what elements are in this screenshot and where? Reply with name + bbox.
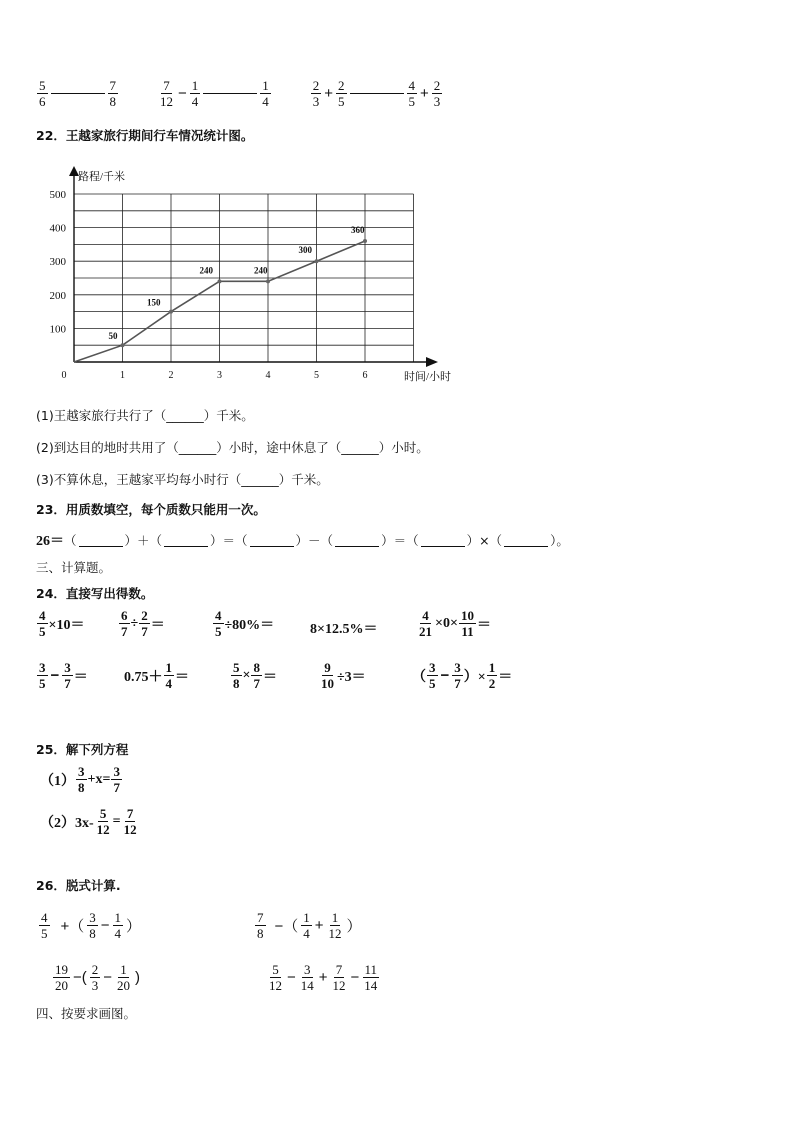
- q23-title: 23．用质数填空，每个质数只能用一次。: [36, 502, 266, 517]
- q26-expr2: $\frac{7}{8}$ −（ $\frac{1}{4}$ + $\frac{1}{12}$ ）: [257, 910, 362, 941]
- x-tick-label: 3: [217, 370, 222, 381]
- x-tick-label: 1: [120, 370, 125, 381]
- q26-expr1: $\frac{4}{5}$ +（ $\frac{3}{8}$ − $\frac{1}{4}$ ）: [41, 910, 142, 941]
- travel-line-chart: [30, 160, 480, 390]
- compare-blank[interactable]: [203, 93, 257, 94]
- data-label: 150: [147, 297, 161, 308]
- compare-blank[interactable]: [350, 93, 404, 94]
- data-point: [169, 310, 173, 314]
- x-tick-label: 0: [61, 370, 67, 381]
- x-tick-label: 4: [265, 370, 271, 381]
- q23-equation: 26＝ （ ）＋（ ）＝（ ）－（ ）＝（ ）×（ ）。: [36, 533, 569, 549]
- q24-title: 24．直接写出得数。: [36, 586, 154, 601]
- q24-row2-e5: （ $\frac{3}{5}$ − $\frac{3}{7}$ ）× $\frac{1}{2}$ ＝: [412, 660, 513, 691]
- q24-row2-e1: $\frac{3}{5}$ − $\frac{3}{7}$ ＝: [39, 660, 88, 691]
- x-tick-label: 2: [168, 370, 174, 381]
- y-axis-title: 路程/千米: [78, 171, 126, 183]
- data-point: [121, 343, 125, 347]
- x-tick-label: 5: [314, 370, 319, 381]
- q22-part3: (3)不算休息，王越家平均每小时行（______）千米。: [36, 472, 329, 487]
- y-tick-label: 500: [49, 189, 66, 201]
- q24-row2-e4: $\frac{9}{10}$ ÷3＝: [321, 660, 366, 691]
- prime-blank[interactable]: [164, 534, 208, 547]
- prime-blank[interactable]: [504, 534, 548, 547]
- fraction: $\frac{2}{3}$: [433, 78, 441, 109]
- section-4-heading: 四、按要求画图。: [36, 1006, 137, 1021]
- q24-row2-e3: $\frac{5}{8}$ × $\frac{8}{7}$ ＝: [233, 660, 277, 691]
- fraction: $\frac{5}{6}$: [39, 78, 46, 109]
- data-point: [363, 239, 367, 243]
- compare-blank[interactable]: [51, 93, 105, 94]
- fraction: $\frac{2}{5}$: [338, 78, 345, 109]
- q24-row1-e2: $\frac{6}{7}$ ÷ $\frac{2}{7}$ ＝: [121, 608, 165, 639]
- prime-blank[interactable]: [335, 534, 379, 547]
- data-label: 300: [298, 245, 312, 256]
- y-tick-label: 300: [49, 256, 66, 269]
- q22-part2: (2)到达目的地时共用了（______）小时，途中休息了（______）小时。: [36, 440, 429, 455]
- fraction: $\frac{7}{8}$: [109, 78, 116, 109]
- q26-expr4: $\frac{5}{12}$ − $\frac{3}{14}$ + $\frac{7}{12}$ − $\frac{11}{14}$: [269, 962, 378, 993]
- x-axis-arrow: [426, 357, 438, 367]
- data-point: [218, 279, 222, 283]
- q22-title: 22．王越家旅行期间行车情况统计图。: [36, 128, 254, 143]
- q24-row1-e3: $\frac{4}{5}$ ÷80%＝: [215, 608, 275, 639]
- data-point: [315, 259, 319, 263]
- prime-blank[interactable]: [421, 534, 465, 547]
- x-axis-title: 时间/小时: [404, 371, 452, 383]
- chart-grid: [74, 194, 414, 362]
- fraction: $\frac{4}{5}$: [408, 78, 416, 109]
- data-label: 360: [351, 225, 365, 236]
- q24-row2-e2: 0.75＋ $\frac{1}{4}$ ＝: [124, 660, 189, 691]
- fraction: $\frac{7}{12}$: [160, 78, 173, 109]
- prime-blank[interactable]: [79, 534, 123, 547]
- q26-title: 26．脱式计算.: [36, 878, 121, 893]
- x-tick-label: 6: [362, 370, 368, 381]
- q24-row1-e1: $\frac{4}{5}$ ×10＝: [39, 608, 85, 639]
- chart-labels: [50, 169, 452, 383]
- data-point: [266, 279, 270, 283]
- data-label: 240: [254, 265, 268, 276]
- q24-row1-e5: $\frac{4}{21}$ ×0× $\frac{10}{11}$ ＝: [419, 608, 491, 639]
- q25-eq1: （1） $\frac{3}{8}$ +x= $\frac{3}{7}$: [40, 764, 120, 795]
- fraction: $\frac{1}{4}$: [262, 78, 269, 109]
- q26-expr3: $\frac{19}{20}$ −( $\frac{2}{3}$ − $\frac{1}{20}$ ): [55, 962, 141, 993]
- y-tick-label: 200: [49, 289, 66, 302]
- prime-blank[interactable]: [250, 534, 294, 547]
- y-tick-label: 100: [49, 323, 66, 336]
- q24-row1-e4: 8×12.5%＝: [310, 622, 378, 637]
- data-label: 50: [108, 331, 118, 342]
- q25-title: 25．解下列方程: [36, 742, 129, 757]
- q25-eq2: （2）3x- $\frac{5}{12}$ = $\frac{7}{12}$: [40, 806, 137, 837]
- y-tick-label: 400: [49, 222, 66, 235]
- chart-line: [74, 239, 367, 362]
- data-label: 240: [199, 265, 213, 276]
- section-3-heading: 三、计算题。: [36, 560, 112, 575]
- fraction: $\frac{1}{4}$: [191, 78, 199, 109]
- fraction: $\frac{2}{3}$: [312, 78, 320, 109]
- q22-part1: (1)王越家旅行共行了（______）千米。: [36, 408, 254, 423]
- compare-row: $\frac{5}{6}$ $\frac{7}{8}$ $\frac{7}{12}$ − $\frac{1}{4}$ $\frac{1}{4}$ $\frac{2}{3}$ + $\frac{2}{5}$ $\frac{4}{5}$ + $\frac{2}{3}$: [39, 78, 441, 109]
